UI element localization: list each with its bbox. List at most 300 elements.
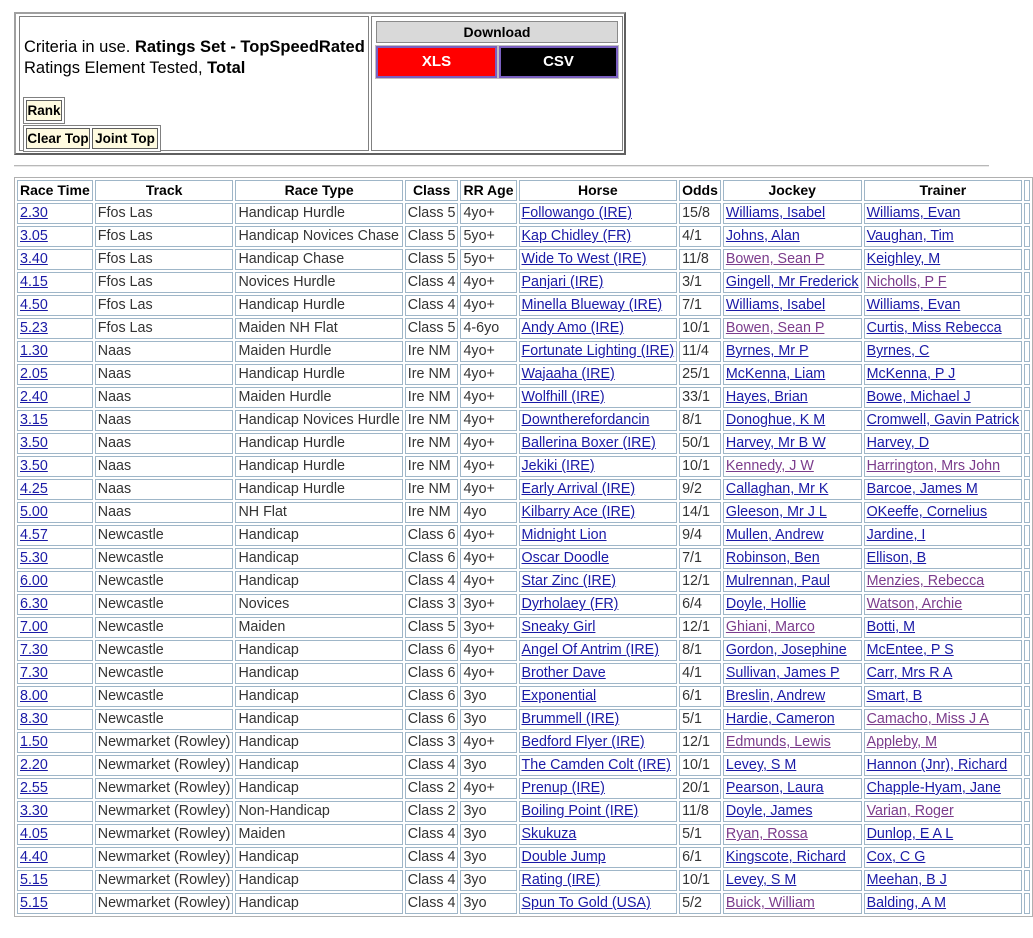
- age-cell: 4yo+: [460, 387, 516, 408]
- race-time-link[interactable]: 1.50: [20, 734, 48, 750]
- odds-cell: 7/1: [679, 295, 721, 316]
- jockey-link[interactable]: Byrnes, Mr P: [725, 343, 809, 359]
- table-row: [17, 249, 1030, 270]
- race-time-cell: [17, 387, 93, 408]
- age-cell: 4yo+: [460, 640, 516, 661]
- race-time-link[interactable]: 4.15: [20, 274, 48, 290]
- horse-link[interactable]: Star Zinc (IRE): [521, 573, 617, 589]
- horse-link[interactable]: Jekiki (IRE): [521, 458, 595, 474]
- horse-link[interactable]: Ballerina Boxer (IRE): [521, 435, 656, 451]
- odds-cell: 9/4: [679, 525, 721, 546]
- extra-cell: [1024, 709, 1030, 730]
- trainer-link[interactable]: Keighley, M: [866, 251, 941, 267]
- download-panel: [371, 16, 623, 151]
- header-extra: [1024, 180, 1030, 201]
- track-cell: Newmarket (Rowley): [95, 847, 234, 868]
- race-type-cell: Handicap: [235, 732, 402, 753]
- odds-cell: 5/2: [679, 893, 721, 914]
- race-time-cell: [17, 272, 93, 293]
- header-race-type: Race Type: [235, 180, 402, 201]
- horse-link[interactable]: The Camden Colt (IRE): [521, 757, 671, 773]
- odds-cell: 12/1: [679, 732, 721, 753]
- horse-link[interactable]: Angel Of Antrim (IRE): [521, 642, 659, 658]
- odds-cell: 12/1: [679, 617, 721, 638]
- trainer-cell: [864, 226, 1023, 247]
- jockey-link[interactable]: Doyle, James: [725, 803, 813, 819]
- horse-cell: [519, 226, 678, 247]
- trainer-cell: [864, 387, 1023, 408]
- race-time-link[interactable]: 4.40: [20, 849, 48, 865]
- odds-cell: 6/1: [679, 686, 721, 707]
- age-cell: 5yo+: [460, 249, 516, 270]
- jockey-link[interactable]: Donoghue, K M: [725, 412, 826, 428]
- track-cell: Newmarket (Rowley): [95, 824, 234, 845]
- class-cell: Class 5: [405, 249, 459, 270]
- jockey-link[interactable]: Robinson, Ben: [725, 550, 820, 566]
- race-time-link[interactable]: 3.05: [20, 228, 48, 244]
- odds-cell: 50/1: [679, 433, 721, 454]
- horse-link[interactable]: Kilbarry Ace (IRE): [521, 504, 636, 520]
- race-time-cell: [17, 893, 93, 914]
- race-time-link[interactable]: 6.30: [20, 596, 48, 612]
- header-odds: Odds: [679, 180, 721, 201]
- jockey-cell: [723, 594, 862, 615]
- horse-cell: [519, 295, 678, 316]
- race-time-cell: [17, 617, 93, 638]
- table-row: [17, 525, 1030, 546]
- jockey-link[interactable]: Ghiani, Marco: [725, 619, 815, 635]
- class-cell: Ire NM: [405, 502, 459, 523]
- race-time-link[interactable]: 2.05: [20, 366, 48, 382]
- horse-link[interactable]: Andy Amo (IRE): [521, 320, 625, 336]
- horse-cell: [519, 732, 678, 753]
- extra-cell: [1024, 571, 1030, 592]
- race-time-cell: [17, 824, 93, 845]
- table-row: [17, 387, 1030, 408]
- horse-link[interactable]: Rating (IRE): [521, 872, 601, 888]
- race-type-cell: Handicap: [235, 571, 402, 592]
- race-type-cell: Handicap: [235, 778, 402, 799]
- jockey-link[interactable]: Bowen, Sean P: [725, 251, 825, 267]
- track-cell: Naas: [95, 479, 234, 500]
- xls-download-button[interactable]: XLS: [376, 46, 497, 78]
- trainer-cell: [864, 732, 1023, 753]
- age-cell: 4yo+: [460, 778, 516, 799]
- horse-link[interactable]: Sneaky Girl: [521, 619, 596, 635]
- table-row: [17, 410, 1030, 431]
- jockey-cell: [723, 801, 862, 822]
- race-time-cell: [17, 456, 93, 477]
- horse-link[interactable]: Prenup (IRE): [521, 780, 605, 796]
- track-cell: Naas: [95, 410, 234, 431]
- jockey-cell: [723, 824, 862, 845]
- extra-cell: [1024, 318, 1030, 339]
- jockey-link[interactable]: Levey, S M: [725, 872, 797, 888]
- horse-link[interactable]: Skukuza: [521, 826, 577, 842]
- horse-cell: [519, 571, 678, 592]
- table-row: [17, 709, 1030, 730]
- criteria-label: Criteria in use.: [24, 38, 131, 56]
- race-time-link[interactable]: 7.30: [20, 665, 48, 681]
- criteria-box: [19, 16, 369, 151]
- trainer-link[interactable]: Balding, A M: [866, 895, 947, 911]
- track-cell: Newcastle: [95, 663, 234, 684]
- class-cell: Ire NM: [405, 364, 459, 385]
- age-cell: 5yo+: [460, 226, 516, 247]
- track-cell: Ffos Las: [95, 295, 234, 316]
- extra-cell: [1024, 893, 1030, 914]
- table-row: [17, 479, 1030, 500]
- extra-cell: [1024, 663, 1030, 684]
- jockey-cell: [723, 709, 862, 730]
- track-cell: Naas: [95, 364, 234, 385]
- trainer-link[interactable]: Byrnes, C: [866, 343, 930, 359]
- jockey-link[interactable]: Gleeson, Mr J L: [725, 504, 827, 520]
- race-type-cell: Handicap Hurdle: [235, 479, 402, 500]
- age-cell: 4yo+: [460, 295, 516, 316]
- race-time-link[interactable]: 2.30: [20, 205, 48, 221]
- race-type-cell: Maiden NH Flat: [235, 318, 402, 339]
- trainer-cell: [864, 272, 1023, 293]
- class-cell: Ire NM: [405, 387, 459, 408]
- race-time-link[interactable]: 5.30: [20, 550, 48, 566]
- class-cell: Ire NM: [405, 410, 459, 431]
- horse-link[interactable]: Exponential: [521, 688, 597, 704]
- age-cell: 4yo+: [460, 364, 516, 385]
- race-time-link[interactable]: 3.50: [20, 435, 48, 451]
- odds-cell: 12/1: [679, 571, 721, 592]
- race-type-cell: Handicap Hurdle: [235, 433, 402, 454]
- jockey-link[interactable]: Sullivan, James P: [725, 665, 840, 681]
- trainer-link[interactable]: Botti, M: [866, 619, 916, 635]
- track-cell: Newcastle: [95, 525, 234, 546]
- trainer-link[interactable]: Smart, B: [866, 688, 923, 704]
- race-time-link[interactable]: 5.15: [20, 895, 48, 911]
- trainer-link[interactable]: Chapple-Hyam, Jane: [866, 780, 1001, 796]
- extra-cell: [1024, 387, 1030, 408]
- odds-cell: 4/1: [679, 663, 721, 684]
- jockey-link[interactable]: Pearson, Laura: [725, 780, 824, 796]
- race-type-cell: Novices Hurdle: [235, 272, 402, 293]
- table-row: [17, 663, 1030, 684]
- horse-link[interactable]: Bedford Flyer (IRE): [521, 734, 645, 750]
- track-cell: Ffos Las: [95, 318, 234, 339]
- jockey-cell: [723, 893, 862, 914]
- horse-link[interactable]: Midnight Lion: [521, 527, 607, 543]
- trainer-link[interactable]: Watson, Archie: [866, 596, 963, 612]
- races-table: [14, 177, 1033, 917]
- class-cell: Class 4: [405, 571, 459, 592]
- horse-link[interactable]: Panjari (IRE): [521, 274, 604, 290]
- age-cell: 3yo: [460, 709, 516, 730]
- race-type-cell: Handicap: [235, 893, 402, 914]
- horse-link[interactable]: Dyrholaey (FR): [521, 596, 619, 612]
- trainer-link[interactable]: Appleby, M: [866, 734, 938, 750]
- class-cell: Class 4: [405, 295, 459, 316]
- track-cell: Naas: [95, 387, 234, 408]
- odds-cell: 20/1: [679, 778, 721, 799]
- extra-cell: [1024, 341, 1030, 362]
- race-time-link[interactable]: 2.20: [20, 757, 48, 773]
- extra-cell: [1024, 594, 1030, 615]
- trainer-cell: [864, 295, 1023, 316]
- table-row: [17, 755, 1030, 776]
- jockey-link[interactable]: Mulrennan, Paul: [725, 573, 830, 589]
- trainer-link[interactable]: Cox, C G: [866, 849, 926, 865]
- horse-link[interactable]: Wide To West (IRE): [521, 251, 647, 267]
- table-row: [17, 203, 1030, 224]
- race-time-link[interactable]: 6.00: [20, 573, 48, 589]
- jockey-cell: [723, 295, 862, 316]
- odds-cell: 3/1: [679, 272, 721, 293]
- jockey-link[interactable]: Gingell, Mr Frederick: [725, 274, 859, 290]
- extra-cell: [1024, 847, 1030, 868]
- age-cell: 4yo+: [460, 272, 516, 293]
- joint-top-button[interactable]: Joint Top: [92, 128, 158, 149]
- horse-cell: [519, 525, 678, 546]
- class-cell: Ire NM: [405, 479, 459, 500]
- jockey-link[interactable]: McKenna, Liam: [725, 366, 826, 382]
- track-cell: Ffos Las: [95, 272, 234, 293]
- race-time-link[interactable]: 2.55: [20, 780, 48, 796]
- horse-link[interactable]: Early Arrival (IRE): [521, 481, 636, 497]
- trainer-link[interactable]: Bowe, Michael J: [866, 389, 971, 405]
- trainer-link[interactable]: Carr, Mrs R A: [866, 665, 953, 681]
- race-time-link[interactable]: 5.23: [20, 320, 48, 336]
- trainer-link[interactable]: OKeeffe, Cornelius: [866, 504, 988, 520]
- trainer-link[interactable]: Barcoe, James M: [866, 481, 978, 497]
- trainer-link[interactable]: Harvey, D: [866, 435, 930, 451]
- jockey-link[interactable]: Bowen, Sean P: [725, 320, 825, 336]
- trainer-link[interactable]: Dunlop, E A L: [866, 826, 954, 842]
- race-time-link[interactable]: 3.40: [20, 251, 48, 267]
- age-cell: 3yo: [460, 847, 516, 868]
- race-time-link[interactable]: 3.30: [20, 803, 48, 819]
- race-time-link[interactable]: 4.57: [20, 527, 48, 543]
- odds-cell: 5/1: [679, 709, 721, 730]
- jockey-link[interactable]: Buick, William: [725, 895, 815, 911]
- jockey-cell: [723, 203, 862, 224]
- race-time-link[interactable]: 8.30: [20, 711, 48, 727]
- horse-link[interactable]: Oscar Doodle: [521, 550, 609, 566]
- rank-button[interactable]: Rank: [26, 100, 62, 121]
- race-time-link[interactable]: 5.00: [20, 504, 48, 520]
- jockey-link[interactable]: Kingscote, Richard: [725, 849, 846, 865]
- horse-cell: [519, 778, 678, 799]
- track-cell: Newmarket (Rowley): [95, 893, 234, 914]
- race-type-cell: Handicap: [235, 525, 402, 546]
- jockey-cell: [723, 732, 862, 753]
- race-time-cell: [17, 410, 93, 431]
- clear-top-button[interactable]: Clear Top: [26, 128, 90, 149]
- race-time-cell: [17, 801, 93, 822]
- jockey-cell: [723, 249, 862, 270]
- trainer-link[interactable]: Varian, Roger: [866, 803, 954, 819]
- jockey-link[interactable]: Williams, Isabel: [725, 205, 826, 221]
- table-row: [17, 870, 1030, 891]
- race-type-cell: Handicap: [235, 847, 402, 868]
- extra-cell: [1024, 433, 1030, 454]
- horse-link[interactable]: Minella Blueway (IRE): [521, 297, 663, 313]
- race-time-link[interactable]: 3.15: [20, 412, 48, 428]
- jockey-link[interactable]: Ryan, Rossa: [725, 826, 808, 842]
- table-row: [17, 226, 1030, 247]
- race-type-cell: Handicap: [235, 686, 402, 707]
- jockey-cell: [723, 387, 862, 408]
- trainer-link[interactable]: Menzies, Rebecca: [866, 573, 985, 589]
- csv-download-button[interactable]: CSV: [499, 46, 618, 78]
- age-cell: 4yo+: [460, 571, 516, 592]
- class-cell: Class 4: [405, 755, 459, 776]
- jockey-cell: [723, 571, 862, 592]
- race-time-link[interactable]: 8.00: [20, 688, 48, 704]
- race-time-link[interactable]: 7.30: [20, 642, 48, 658]
- table-row: [17, 295, 1030, 316]
- trainer-cell: [864, 571, 1023, 592]
- jockey-link[interactable]: Kennedy, J W: [725, 458, 814, 474]
- trainer-link[interactable]: Ellison, B: [866, 550, 927, 566]
- race-type-cell: Handicap Hurdle: [235, 364, 402, 385]
- horse-cell: [519, 387, 678, 408]
- header-jockey: Jockey: [723, 180, 862, 201]
- class-cell: Class 6: [405, 663, 459, 684]
- horse-link[interactable]: Fortunate Lighting (IRE): [521, 343, 675, 359]
- horse-cell: [519, 663, 678, 684]
- odds-cell: 6/4: [679, 594, 721, 615]
- race-time-link[interactable]: 4.25: [20, 481, 48, 497]
- horse-link[interactable]: Brummell (IRE): [521, 711, 620, 727]
- race-time-link[interactable]: 2.40: [20, 389, 48, 405]
- race-time-link[interactable]: 7.00: [20, 619, 48, 635]
- trainer-link[interactable]: Williams, Evan: [866, 297, 961, 313]
- table-row: [17, 502, 1030, 523]
- race-time-link[interactable]: 5.15: [20, 872, 48, 888]
- age-cell: 4yo+: [460, 525, 516, 546]
- jockey-link[interactable]: Hayes, Brian: [725, 389, 808, 405]
- trainer-link[interactable]: Vaughan, Tim: [866, 228, 954, 244]
- trainer-link[interactable]: Cromwell, Gavin Patrick: [866, 412, 1020, 428]
- race-time-link[interactable]: 4.05: [20, 826, 48, 842]
- jockey-link[interactable]: Levey, S M: [725, 757, 797, 773]
- horse-link[interactable]: Wolfhill (IRE): [521, 389, 605, 405]
- jockey-link[interactable]: Johns, Alan: [725, 228, 800, 244]
- class-cell: Class 2: [405, 778, 459, 799]
- horse-cell: [519, 272, 678, 293]
- horse-link[interactable]: Kap Chidley (FR): [521, 228, 632, 244]
- age-cell: 4yo: [460, 502, 516, 523]
- trainer-link[interactable]: Williams, Evan: [866, 205, 961, 221]
- race-time-cell: [17, 479, 93, 500]
- jockey-cell: [723, 525, 862, 546]
- jockey-link[interactable]: Mullen, Andrew: [725, 527, 824, 543]
- age-cell: 4yo+: [460, 663, 516, 684]
- class-cell: Ire NM: [405, 433, 459, 454]
- extra-cell: [1024, 364, 1030, 385]
- table-row: [17, 778, 1030, 799]
- extra-cell: [1024, 272, 1030, 293]
- track-cell: Ffos Las: [95, 203, 234, 224]
- extra-cell: [1024, 778, 1030, 799]
- race-type-cell: Maiden: [235, 824, 402, 845]
- extra-cell: [1024, 801, 1030, 822]
- horse-link[interactable]: Followango (IRE): [521, 205, 632, 221]
- horse-cell: [519, 755, 678, 776]
- race-time-link[interactable]: 1.30: [20, 343, 48, 359]
- race-time-link[interactable]: 4.50: [20, 297, 48, 313]
- race-type-cell: Handicap Novices Chase: [235, 226, 402, 247]
- trainer-cell: [864, 479, 1023, 500]
- horse-cell: [519, 801, 678, 822]
- trainer-link[interactable]: Hannon (Jnr), Richard: [866, 757, 1008, 773]
- horse-cell: [519, 433, 678, 454]
- jockey-cell: [723, 456, 862, 477]
- odds-cell: 33/1: [679, 387, 721, 408]
- race-type-cell: Handicap Hurdle: [235, 203, 402, 224]
- trainer-cell: [864, 433, 1023, 454]
- race-time-cell: [17, 571, 93, 592]
- extra-cell: [1024, 226, 1030, 247]
- trainer-link[interactable]: Nicholls, P F: [866, 274, 947, 290]
- jockey-link[interactable]: Breslin, Andrew: [725, 688, 826, 704]
- trainer-cell: [864, 594, 1023, 615]
- header-track: Track: [95, 180, 234, 201]
- extra-cell: [1024, 249, 1030, 270]
- age-cell: 4yo+: [460, 410, 516, 431]
- track-cell: Newmarket (Rowley): [95, 755, 234, 776]
- trainer-cell: [864, 640, 1023, 661]
- element-tested-label: Ratings Element Tested,: [24, 59, 203, 77]
- jockey-link[interactable]: Edmunds, Lewis: [725, 734, 831, 750]
- jockey-cell: [723, 686, 862, 707]
- trainer-link[interactable]: Jardine, I: [866, 527, 926, 543]
- horse-link[interactable]: Double Jump: [521, 849, 606, 865]
- trainer-link[interactable]: Camacho, Miss J A: [866, 711, 989, 727]
- race-time-link[interactable]: 3.50: [20, 458, 48, 474]
- horse-link[interactable]: Spun To Gold (USA): [521, 895, 651, 911]
- race-time-cell: [17, 709, 93, 730]
- ratings-set-value: Ratings Set - TopSpeedRated: [134, 38, 365, 56]
- age-cell: 4-6yo: [460, 318, 516, 339]
- horse-link[interactable]: Boiling Point (IRE): [521, 803, 639, 819]
- horse-link[interactable]: Downtherefordancin: [521, 412, 650, 428]
- jockey-link[interactable]: Doyle, Hollie: [725, 596, 807, 612]
- race-type-cell: Handicap: [235, 870, 402, 891]
- jockey-cell: [723, 847, 862, 868]
- jockey-link[interactable]: Hardie, Cameron: [725, 711, 835, 727]
- class-cell: Class 2: [405, 801, 459, 822]
- download-title: Download: [376, 21, 618, 43]
- jockey-link[interactable]: Callaghan, Mr K: [725, 481, 829, 497]
- trainer-link[interactable]: Meehan, B J: [866, 872, 947, 888]
- table-row: [17, 594, 1030, 615]
- jockey-link[interactable]: Gordon, Josephine: [725, 642, 847, 658]
- criteria-text: [24, 37, 365, 79]
- horse-cell: [519, 479, 678, 500]
- race-time-cell: [17, 778, 93, 799]
- trainer-link[interactable]: Curtis, Miss Rebecca: [866, 320, 1002, 336]
- horse-link[interactable]: Wajaaha (IRE): [521, 366, 615, 382]
- jockey-link[interactable]: Williams, Isabel: [725, 297, 826, 313]
- table-row: [17, 801, 1030, 822]
- race-type-cell: Handicap Chase: [235, 249, 402, 270]
- trainer-link[interactable]: McKenna, P J: [866, 366, 956, 382]
- jockey-link[interactable]: Harvey, Mr B W: [725, 435, 826, 451]
- race-time-cell: [17, 732, 93, 753]
- horse-link[interactable]: Brother Dave: [521, 665, 606, 681]
- track-cell: Ffos Las: [95, 249, 234, 270]
- trainer-link[interactable]: Harrington, Mrs John: [866, 458, 1001, 474]
- trainer-link[interactable]: McEntee, P S: [866, 642, 954, 658]
